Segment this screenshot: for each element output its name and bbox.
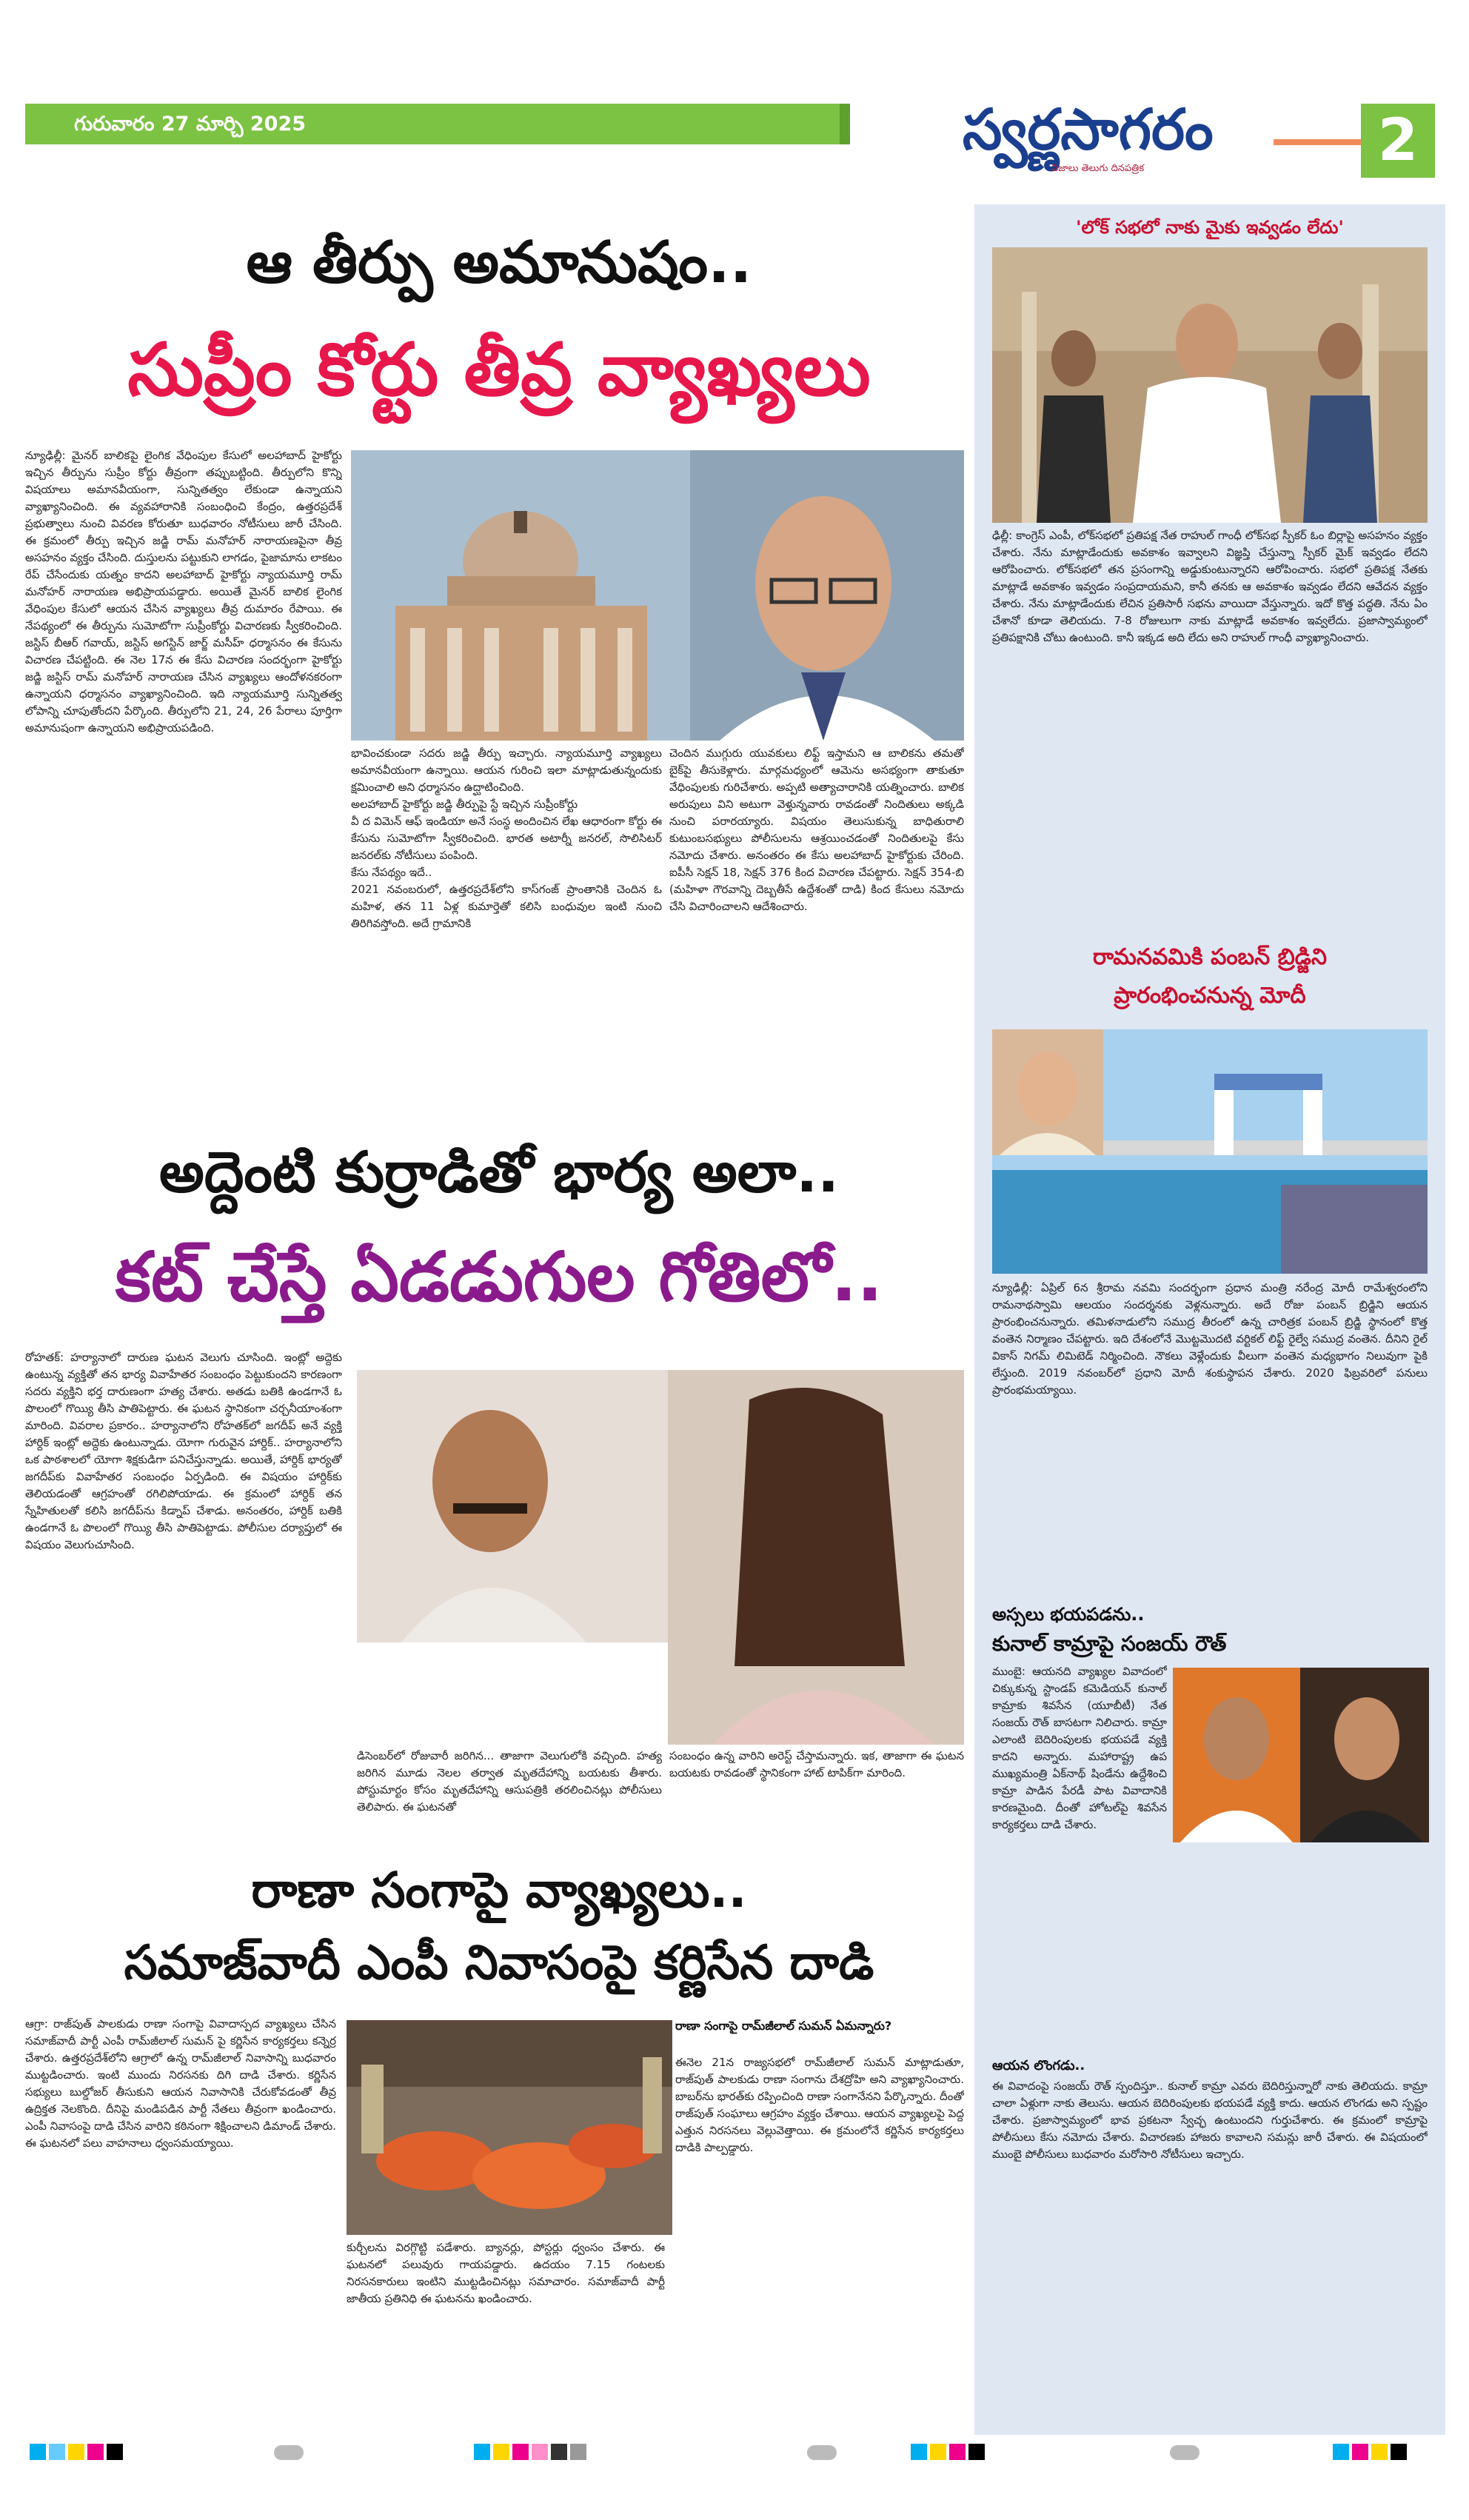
masthead-title: స్వర్ణసాగరం — [963, 96, 1214, 162]
registration-pill-center — [807, 2445, 837, 2460]
sidebar-story3-kicker: అస్సలు భయపడను.. — [992, 1604, 1145, 1625]
judge-photo — [690, 450, 964, 741]
supreme-court-illustration — [351, 450, 690, 741]
story3-column-1: ఆగ్రా: రాజ్‌పుత్ పాలకుడు రాణా సంగాపై వివాదాస్పద వ్యాఖ్యలు చేసిన సమాజ్‌వాదీ పార్టీ ఎంపీ రామ్‌జీలాల్ సుమన్ పై కర్ణిసేన కార్యకర్తలు కన్నెర్ర చేశారు. ఉత్తరప్రదేశ్‌లోని ఆగ్రాలో ఉన్న రామ్‌జీలాల్ నివాసాన్ని బుధవారం ముట్టడించారు. ఇంటి ముందు నిరసనకు దిగి దాడి చేశారు. కర్ణిసేన సభ్యులు బుల్డోజర్ తీసుకుని ఆయన నివాసానికి చేరుకోవడంతో తీవ్ర ఉద్రిక్తత నెలకొంది. దీనిపై మండిపడిన పార్టీ నేతలు తీవ్రంగా ఖండించారు. ఎంపీ నివాసంపై దాడి చేసిన వారిని కఠినంగా శిక్షించాలని డిమాండ్ చేశారు. ఈ ఘటనలో పలు వాహనాలు ధ్వంసమయ్యాయి. — [25, 2017, 336, 2150]
color-registration-bar-left — [30, 2444, 126, 2463]
sidebar-story3-subhead: ఆయన లొంగడు.. — [992, 2058, 1085, 2073]
pamban-bridge-photo — [992, 1029, 1428, 1274]
judge-portrait — [690, 450, 964, 741]
supreme-court-photo — [351, 450, 690, 741]
registration-pill-left — [274, 2445, 304, 2460]
color-registration-bar-right — [911, 2444, 988, 2463]
sidebar-story2-title-2: ప్రారంభించనున్న మోదీ — [1114, 983, 1306, 1009]
story2-headline-1: అద్దెంటి కుర్రాడితో భార్య అలా.. — [158, 1139, 840, 1205]
sidebar-story3-title: కునాల్ కామ్రాపై సంజయ్ రౌత్ — [992, 1631, 1227, 1656]
sidebar-story3-text-2: ఈ వివాదంపై సంజయ్ రౌత్ స్పందిస్తూ.. కునాల్ కామ్రా ఎవరు బెదిరిస్తున్నారో నాకు తెలియదు. కామ్రా చాలా ఏళ్లుగా నాకు తెలుసు. ఆయన బెదిరింపులకు భయపడే వ్యక్తి కాదు. ఆయన లొంగడు అని స్పష్టం చేశారు. ప్రజాస్వామ్యంలో భావ ప్రకటనా స్వేచ్ఛ ఉంటుందని గుర్తుచేశారు. ఈ క్రమంలో కామ్రాపై పోలీసులు కేసు నమోదు చేశారు. విచారణకు హాజరు కావాలని సమన్లు జారీ చేశారు. ఈ విషయంలో ముంబై పోలీసులు బుధవారం మరోసారి నోటీసులు ఇచ్చారు. — [992, 2079, 1428, 2161]
raut-kamra-photo — [1173, 1668, 1429, 1842]
story3-column-3: ఈనెల 21న రాజ్యసభలో రామ్‌జీలాల్ సుమన్ మాట్లాడుతూ, రాజ్‌పుత్ పాలకుడు రాణా సంగాను దేశద్రోహి అని వ్యాఖ్యానించారు. బాబర్‌ను భారత్‌కు రప్పించింది రాణా సంగానేనని పేర్కొన్నారు. దీంతో రాజ్‌పుత్ సంఘాలు ఆగ్రహం వ్యక్తం చేశాయి. ఆయన వ్యాఖ్యలపై పెద్ద ఎత్తున నిరసనలు వెల్లువెత్తాయి. ఈ క్రమంలోనే కర్ణిసేన కార్యకర్తలు దాడికి పాల్పడ్డారు. — [675, 2056, 964, 2154]
story3-subhead: రాణా సంగాపై రామ్‌జీలాల్ సుమన్ ఏమన్నారు? — [675, 2019, 892, 2033]
story1-column-1: న్యూఢిల్లీ: మైనర్ బాలికపై లైంగిక వేధింపుల కేసులో అలహాబాద్ హైకోర్టు ఇచ్చిన తీర్పును సుప్రీం కోర్టు తీవ్రంగా తప్పుబట్టింది. తీర్పులోని కొన్ని విషయాలు అమానవీయంగా, సున్నితత్వం లేకుండా ఉన్నాయని వ్యాఖ్యానించింది. ఈ వ్యవహారానికి సంబంధించి కేంద్రం, ఉత్తరప్రదేశ్ ప్రభుత్వాలు నుంచి వివరణ కోరుతూ బుధవారం నోటీసులు జారీ చేసింది. ఈ క్రమంలో తీర్పు ఇచ్చిన జడ్జి రామ్ మనోహర్ నారాయణపైనా తీవ్ర అసహనం వ్యక్తం చేసింది. దుస్తులను పట్టుకుని లాగడం, పైజామాను లాకటం రేప్ చేసేందుకు యత్నం కాదని అలహాబాద్ హైకోర్టు న్యాయమూర్తి రామ్ మనోహర్ నారాయణ అభిప్రాయపడ్డారు. అయితే మైనర్ బాలిక లైంగిక వేధింపుల కేసులో ఆయన చేసిన వ్యాఖ్యలు తీవ్ర దుమారం రేపాయి. ఈ నేపథ్యంలో ఈ తీర్పును సుమోటోగా సుప్రీంకోర్టు విచారణకు స్వీకరించింది. జస్టిస్ బీఆర్ గవాయ్, జస్టిస్ అగస్టిన్ జార్జ్ మసీహ్ ధర్మాసనం ఈ కేసును విచారణ చేపట్టింది. ఈ నెల 17న ఈ కేసు విచారణ సందర్భంగా హైకోర్టు జడ్జి జస్టిస్ రామ్ మనోహర్ నారాయణ చేసిన వ్యాఖ్యలు ఆందోళనకరంగా ఉన్నాయని ధర్మాసనం వ్యాఖ్యానించింది. ఇది న్యాయమూర్తి సున్నితత్వ లోపాన్ని చూపుతోందని పేర్కొంది. తీర్పులోని 21, 24, 26 పేరాలు పూర్తిగా అమానుషంగా ఉన్నాయని అభిప్రాయపడింది. — [25, 449, 342, 735]
masthead-logo — [963, 95, 1274, 182]
sidebar-story1-text: ఢిల్లీ: కాంగ్రెస్ ఎంపీ, లోక్‌సభలో ప్రతిపక్ష నేత రాహుల్ గాంధీ లోక్‌సభ స్పీకర్ ఓం బిర్లాపై అసహనం వ్యక్తం చేశారు. నేను మాట్లాడేందుకు అవకాశం ఇవ్వాలని విజ్ఞప్తి చేస్తున్నా స్పీకర్ మైక్ ఇవ్వడం లేదని ఆరోపించారు. లోక్‌సభలో తన ప్రసంగాన్ని అడ్డుకుంటున్నారని ఆరోపించారు. సభలో ప్రతిపక్ష నేతకు మాట్లాడే అవకాశం ఇవ్వడం సంప్రదాయమని, కానీ తనకు ఆ అవకాశం ఇవ్వడం లేదని ఆవేదన వ్యక్తం చేశారు. నేను మాట్లాడేందుకు లేచిన ప్రతిసారీ సభను వాయిదా వేస్తున్నారు. ఇదో కొత్త పద్ధతి. నేను ఏం చేశానో కూడా తెలియదు. 7-8 రోజులుగా నాకు మాట్లాడే అవకాశం ఇవ్వలేదు. ప్రజాస్వామ్యంలో ప్రతిపక్షానికి చోటు ఉంటుంది. కానీ ఇక్కడ అది లేదు అని రాహుల్ గాంధీ వ్యాఖ్యానించారు. — [992, 529, 1428, 644]
sidebar-story2-title-1: రామనవమికి పంబన్ బ్రిడ్జిని — [1092, 944, 1328, 970]
story2-column-2: డిసెంబర్‌లో రోజువారీ జరిగిన... తాజాగా వెలుగులోకి వచ్చింది. హత్య జరిగిన మూడు నెలల తర్వాత మృతదేహాన్ని బయటకు తీశారు. పోస్టుమార్టం కోసం మృతదేహాన్ని ఆసుపత్రికి తరలించినట్లు పోలీసులు తెలిపారు. ఈ ఘటనతో — [357, 1749, 662, 1814]
story1-column-3: చెందిన ముగ్గురు యువకులు లిఫ్ట్ ఇస్తామని ఆ బాలికను తమతో బైక్‌పై తీసుకెళ్లారు. మార్గమధ్యంలో ఆమెను అసభ్యంగా తాకుతూ వేధింపులకు గురిచేశారు. అప్పటి అత్యాచారానికి యత్నించారు. బాలిక అరుపులు విని అటుగా వెళ్తున్నవారు రావడంతో నిందితులు అక్కడి నుంచి పరారయ్యారు. విషయం తెలుసుకున్న బాధితురాలి కుటుంబసభ్యులు పోలీసులను ఆశ్రయించడంతో నిందితులపై కేసు నమోదు చేశారు. అనంతరం ఈ కేసు అలహాబాద్ హైకోర్టుకు చేరింది. ఐపీసీ సెక్షన్ 18, సెక్షన్ 376 కింద విచారణ చేపట్టారు. సెక్షన్ 354-బి (మహిళా గౌరవాన్ని దెబ్బతీసే ఉద్దేశంతో దాడి) కింద కేసులు నమోదు చేసి విచారించాలని ఆదేశించారు. — [669, 746, 964, 913]
story1-headline-1: ఆ తీర్పు అమానుషం.. — [246, 230, 752, 296]
man-portrait — [357, 1370, 668, 1642]
rahul-gandhi-photo — [992, 247, 1428, 523]
header-date: గురువారం 27 మార్చి 2025 — [74, 113, 307, 136]
raut-and-kamra-portraits — [1173, 1668, 1429, 1842]
husband-photo — [357, 1370, 668, 1642]
woman-back-view — [668, 1370, 964, 1745]
sidebar-story1-title: 'లోక్ సభలో నాకు మైకు ఇవ్వడం లేదు' — [1076, 217, 1344, 238]
wife-photo — [668, 1370, 964, 1745]
header-green-bar-accent — [840, 104, 850, 144]
color-registration-bar-center — [474, 2444, 589, 2463]
sidebar-story2-text: న్యూఢిల్లీ: ఏప్రిల్ 6న శ్రీరామ నవమి సందర్భంగా ప్రధాన మంత్రి నరేంద్ర మోదీ రామేశ్వరంలోని రామనాథస్వామి ఆలయం సందర్శనకు వెళ్లనున్నారు. అదే రోజు పంబన్ బ్రిడ్జిని ఆయన ప్రారంభించనున్నారు. తమిళనాడులోని సముద్ర తీరంలో ఉన్న చారిత్రక పంబన్ బ్రిడ్జి స్థానంలో కొత్త వంతెన నిర్మాణం చేపట్టారు. ఇది దేశంలోనే మొట్టమొదటి వర్టికల్ లిఫ్ట్ రైల్వే సముద్ర వంతెన. దీనిని రైల్ వికాస్ నిగమ్ లిమిటెడ్ నిర్మించింది. నౌకలు వెళ్లేందుకు వీలుగా వంతెన మధ్యభాగం నిలువుగా పైకి లేస్తుంది. 2019 నవంబర్‌లో ప్రధాని మోదీ శంకుస్థాపన చేశారు. 2020 ఫిబ్రవరిలో పనులు ప్రారంభమయ్యాయి. — [992, 1281, 1428, 1397]
protest-photo — [347, 2020, 672, 2235]
story3-headline-1: రాణా సంగాపై వ్యాఖ్యలు.. — [251, 1862, 747, 1919]
parliament-walk-photo — [992, 247, 1428, 523]
story2-headline-2: కట్ చేస్తే ఏడడుగుల గోతిలో.. — [115, 1237, 883, 1317]
header-orange-bar — [1274, 139, 1361, 145]
story3-column-2: కుర్చీలను విరగ్గొట్టి పడేశారు. బ్యానర్లు, పోస్టర్లు ధ్వంసం చేశారు. ఈ ఘటనలో పలువురు గాయపడ్డారు. ఉదయం 7.15 గంటలకు నిరసనకారులు ఇంటిని ముట్టడించినట్లు సమాచారం. సమాజ్‌వాదీ పార్టీ జాతీయ ప్రతినిధి ఈ ఘటనను ఖండించారు. — [347, 2241, 665, 2305]
sidebar-story3-text-1: ముంబై: ఆయనది వ్యాఖ్యల వివాదంలో చిక్కుకున్న స్టాండప్ కమెడియన్ కునాల్ కామ్రాకు శివసేన (యూబీటీ) నేత సంజయ్ రౌత్ బాసటగా నిలిచారు. కామ్రా ఎలాంటి బెదిరింపులకు భయపడే వ్యక్తి కాదని అన్నారు. మహారాష్ట్ర ఉప ముఖ్యమంత్రి ఏక్‌నాథ్ షిండేను ఉద్దేశించి కామ్రా పాడిన పేరడీ పాట వివాదానికి కారణమైంది. దీంతో హోటల్‌పై శివసేన కార్యకర్తలు దాడి చేశారు. — [992, 1665, 1167, 1831]
story3-headline-2: సమాజ్‌వాదీ ఎంపీ నివాసంపై కర్ణిసేన దాడి — [124, 1936, 874, 1991]
bridge-and-modi-photo — [992, 1029, 1428, 1274]
page-number: 2 — [1377, 107, 1419, 174]
masthead-tagline: నిజాలు తెలుగు దినపత్రిక — [1051, 163, 1145, 174]
story2-column-3: సంబంధం ఉన్న వారిని అరెస్ట్ చేస్తామన్నారు. ఇక, తాజాగా ఈ ఘటన బయటకు రావడంతో స్థానికంగా హాట్ టాపిక్‌గా మారింది. — [669, 1749, 964, 1779]
story1-column-2: భావించకుండా సదరు జడ్జి తీర్పు ఇచ్చారు. న్యాయమూర్తి వ్యాఖ్యలు అమానవీయంగా ఉన్నాయి. ఆయన గురించి ఇలా మాట్లాడుతున్నందుకు క్షమించాలి అని ధర్మాసనం ఉద్ఘాటించింది. అలహాబాద్ హైకోర్టు జడ్జి తీర్పుపై స్టే ఇచ్చిన సుప్రీంకోర్టు వీ ద విమెన్ ఆఫ్ ఇండియా అనే సంస్థ అందించిన లేఖ ఆధారంగా కోర్టు ఈ కేసును సుమోటోగా స్వీకరించింది. భారత అటార్నీ జనరల్, సొలిసిటర్ జనరల్‌కు నోటీసులు పంపింది. కేసు నేపథ్యం ఇదే.. 2021 నవంబరులో, ఉత్తరప్రదేశ్‌లోని కాస్‌గంజ్ ప్రాంతానికి చెందిన ఓ మహిళ, తన 11 ఏళ్ల కుమార్తెతో కలిసి బంధువుల ఇంటి నుంచి తిరిగివస్తోంది. అదే గ్రామానికి — [351, 746, 662, 930]
registration-pill-right — [1170, 2445, 1199, 2460]
vandalized-chairs-scene — [347, 2020, 672, 2235]
color-registration-bar-far-right — [1333, 2444, 1410, 2463]
story2-column-1: రోహతక్: హర్యానాలో దారుణ ఘటన వెలుగు చూసింది. ఇంట్లో అద్దెకు ఉంటున్న వ్యక్తితో తన భార్య వివాహేతర సంబంధం పెట్టుకుందని కారణంగా సదరు వ్యక్తిని భర్త దారుణంగా హత్య చేశారు. అతడు బతికి ఉండగానే ఓ పొలంలో గొయ్యి తీసి పాతిపెట్టారు. ఈ ఘటన స్థానికంగా చర్చనీయాంశంగా మారింది. వివరాల ప్రకారం.. హర్యానాలోని రోహతక్‌లో జగదీప్ అనే వ్యక్తి హార్దిక్ ఇంట్లో అద్దెకు ఉంటున్నాడు. యోగా గురువైన హార్దిక్.. హర్యానాలోని ఒక పాఠశాలలో యోగా శిక్షకుడిగా పనిచేస్తున్నాడు. అయితే, హార్దిక్ భార్యతో జగదీప్‌కు వివాహేతర సంబంధం ఏర్పడింది. ఈ విషయం హార్దిక్‌కు తెలియడంతో ఆగ్రహంతో రగిలిపోయాడు. ఈ క్రమంలో హార్దిక్ తన స్నేహితులతో కలిసి జగదీప్‌ను కిడ్నాప్ చేశాడు. అనంతరం, హార్దిక్ బతికి ఉండగానే ఓ పొలంలో గొయ్యి తీసి పాతిపెట్టాడు. పోలీసుల దర్యాప్తులో ఈ విషయం వెలుగుచూసింది. — [25, 1351, 342, 1551]
story1-headline-2: సుప్రీం కోర్టు తీవ్ర వ్యాఖ్యలు — [127, 328, 871, 412]
